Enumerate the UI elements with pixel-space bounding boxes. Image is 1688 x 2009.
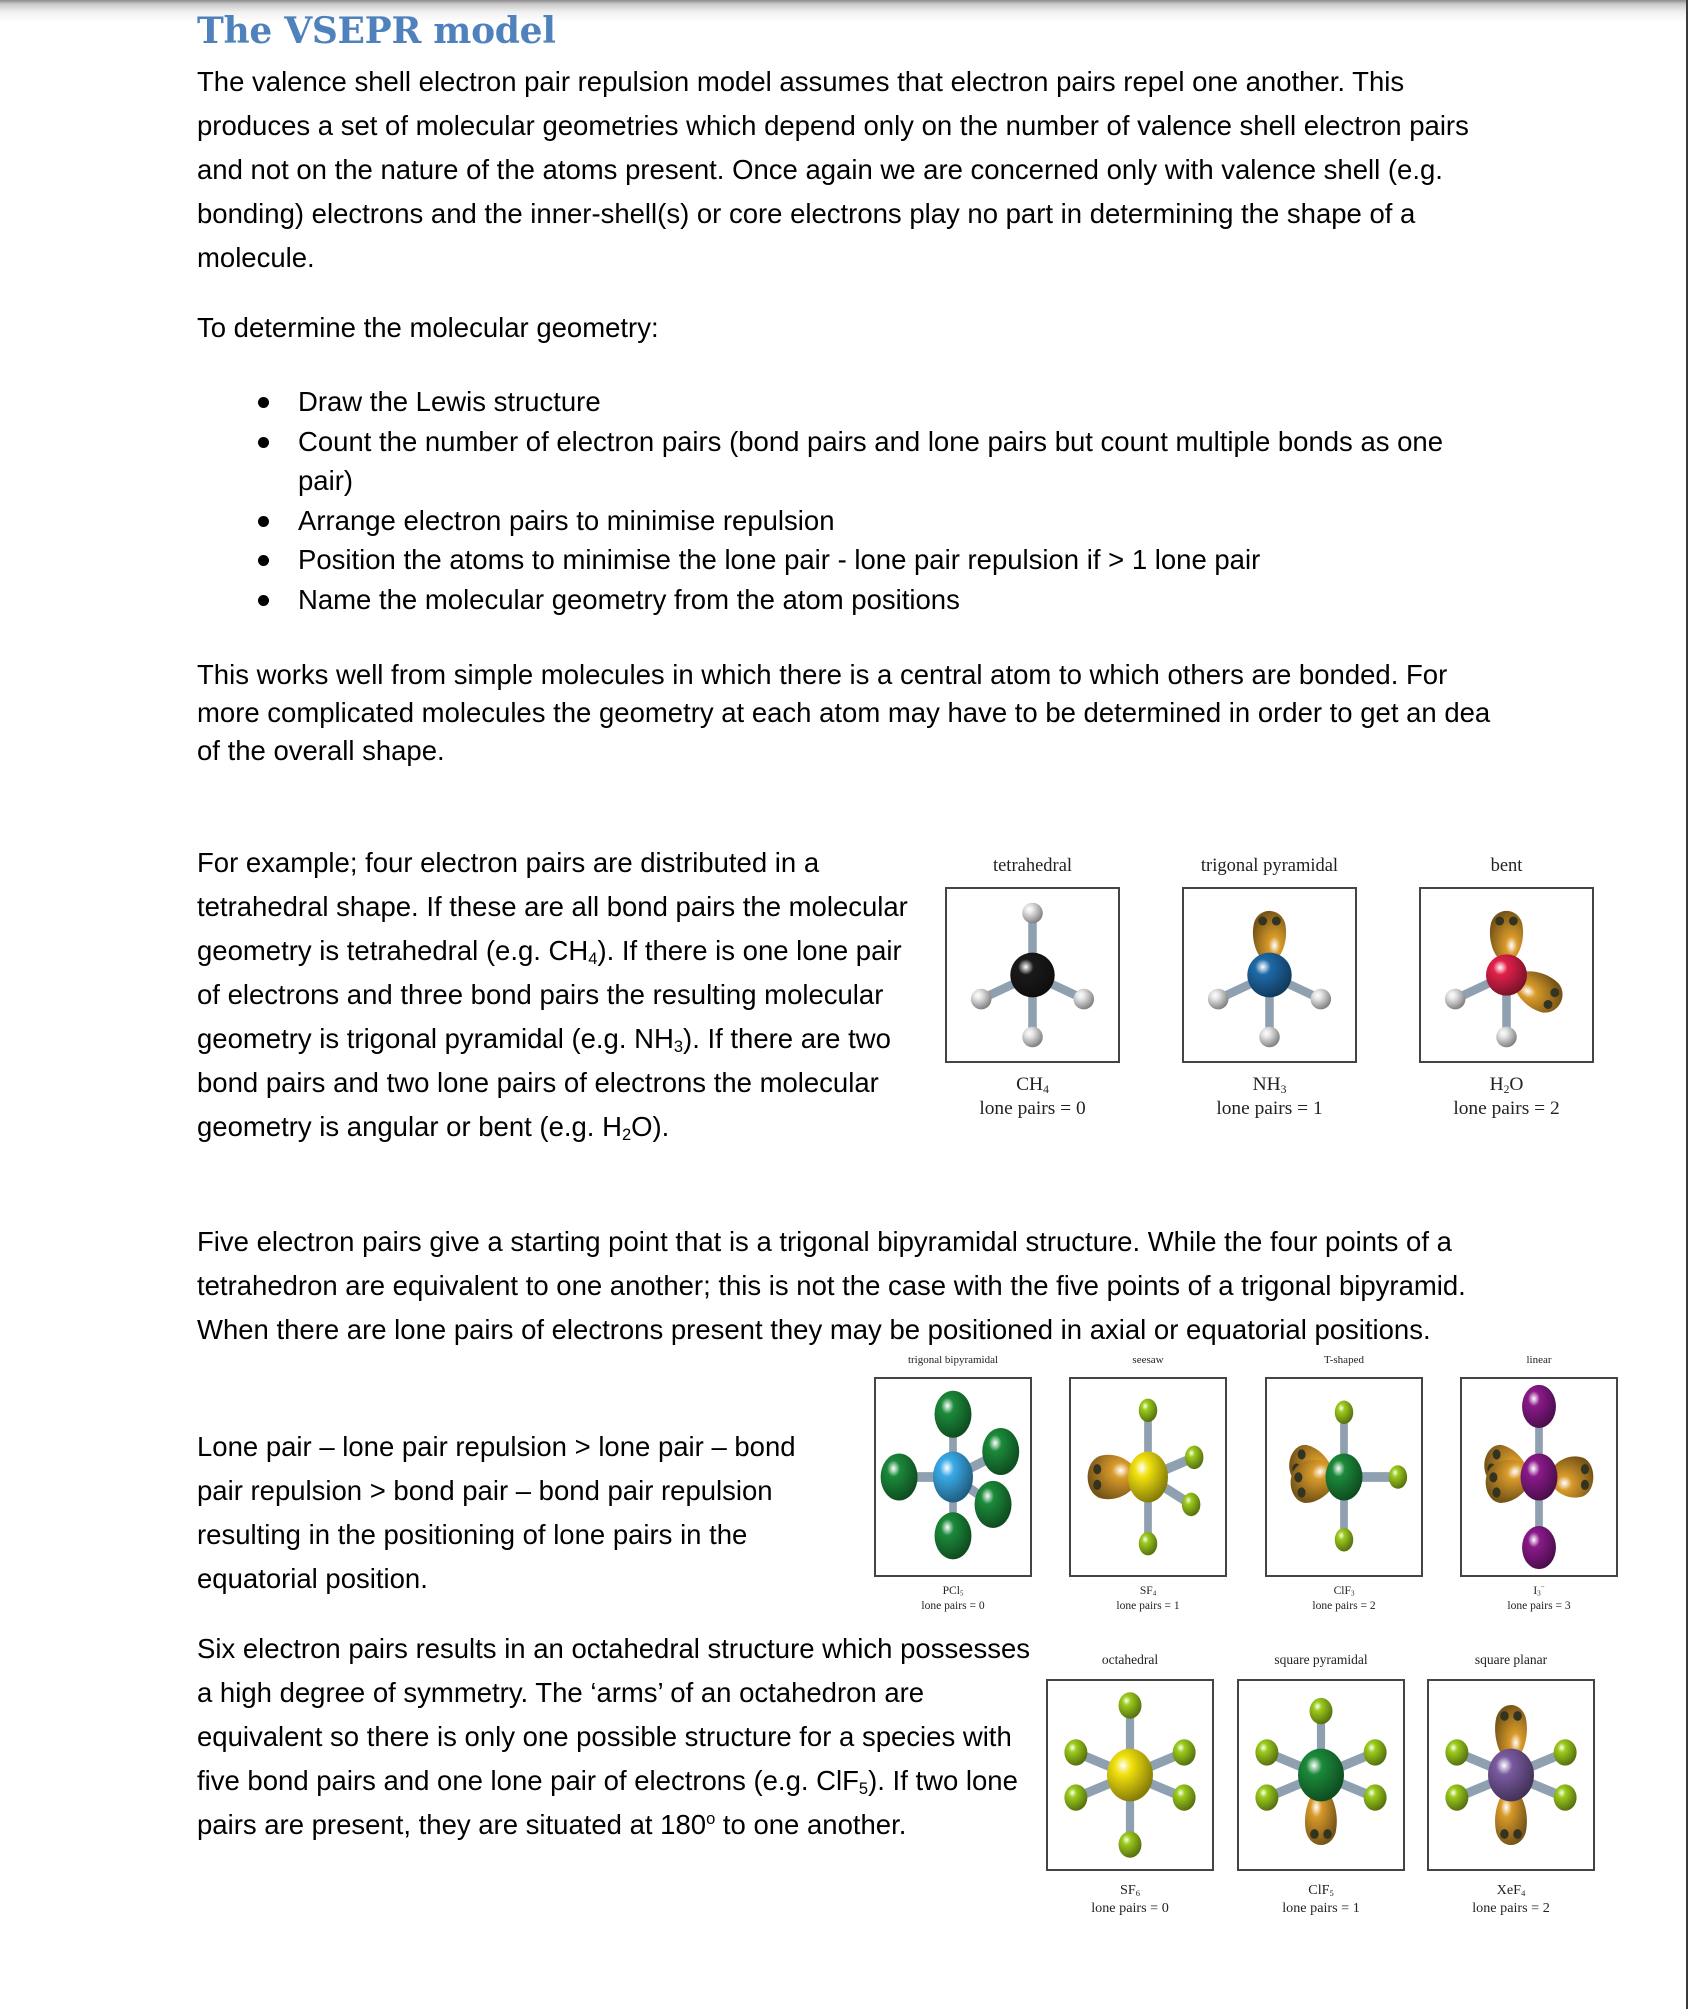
step-text: Count the number of electron pairs (bond pairs and lone pairs but count multiple bonds as one pair) [298, 425, 1444, 496]
chlorine-atom [975, 1481, 1012, 1528]
fluorine-atom [1335, 1528, 1353, 1552]
list-item [298, 422, 1498, 501]
molecule-model [1046, 1679, 1214, 1871]
list-item [298, 501, 1498, 541]
five-pairs-paragraph: Five electron pairs give a starting point that is a trigonal bipyramidal structure. While the four points of a tetrahedron are equivalent to one another; this is not the case with the five points of a trigonal bipyramid. When there are lone pairs of electrons present they may be positioned in axial or equatorial positions. [197, 1226, 1466, 1345]
list-item [298, 580, 1498, 620]
formula-label: $I_3^-$ [1533, 1584, 1545, 1598]
electron-dot [1500, 1829, 1509, 1839]
formula-label: ClF$_3$ [1333, 1585, 1355, 1598]
six-pairs-paragraph: Six electron pairs results in an octahedral structure which possesses a high degree of symmetry. The ‘arms’ of an octahedron are equivalent so there is only one possible structure for a species with five bond pairs and one lone pair of electrons (e.g. ClF$_5$). If two lone pairs are present, they are situated at 180$^o$ to one another. [197, 1633, 1031, 1840]
lone-pairs-count: lone pairs = 2 [1453, 1098, 1560, 1119]
molecule-model [1069, 1377, 1227, 1577]
iodine-atom [1522, 1385, 1556, 1428]
iodine-atom [1521, 1453, 1558, 1500]
fluorine-atom [1139, 1399, 1157, 1423]
formula-label: ClF$_5$ [1308, 1882, 1334, 1899]
lone-pairs-count: lone pairs = 0 [921, 1600, 985, 1612]
chlorine-atom [935, 1391, 972, 1438]
steps-heading: To determine the molecular geometry: [197, 312, 659, 343]
hydrogen-atom [1074, 989, 1095, 1010]
lone-pairs-count: lone pairs = 2 [1312, 1600, 1376, 1612]
chlorine-atom [935, 1512, 972, 1559]
molecule-model [1265, 1377, 1423, 1577]
electron-dot [1258, 917, 1267, 926]
formula-label: $SF_6$ [1120, 1882, 1140, 1899]
geometry-label: bent [1490, 856, 1523, 876]
bullet-icon [258, 595, 269, 606]
electron-dot [1323, 1829, 1332, 1839]
steps-list [298, 382, 1498, 619]
electron-dot [1093, 1480, 1101, 1490]
simple-molecules-paragraph: This works well from simple molecules in which there is a central atom to which others are bonded. For more complicated molecules the geometry at each atom may have to be determined in order to get an dea of the overall shape. [197, 659, 1491, 766]
lone-pairs-count: lone pairs = 2 [1472, 1900, 1550, 1916]
formula-label: PCl$_5$ [942, 1585, 964, 1598]
electron-dot [1495, 917, 1504, 926]
hydrogen-atom [1022, 903, 1043, 924]
electron-dot [1509, 917, 1518, 926]
hydrogen-atom [1445, 989, 1466, 1010]
fluorine-atom [1119, 1831, 1142, 1857]
fluorine-atom [1364, 1784, 1387, 1810]
geometry-label: square pyramidal [1274, 1652, 1368, 1667]
step-text: Arrange electron pairs to minimise repulsion [298, 504, 835, 536]
fluorine-atom [1255, 1739, 1278, 1765]
hydrogen-atom [1208, 989, 1229, 1010]
formula-label: $CH_4$ [1016, 1074, 1049, 1096]
fluorine-atom [1255, 1784, 1278, 1810]
fluorine-atom [1364, 1739, 1387, 1765]
chlorine-atom [881, 1453, 918, 1500]
chlorine-atom [1298, 1749, 1344, 1802]
fluorine-atom [1173, 1784, 1196, 1810]
geometry-label: T-shaped [1324, 1354, 1364, 1366]
chlorine-atom [982, 1428, 1019, 1475]
iodine-atom [1522, 1526, 1556, 1569]
hydrogen-atom [1259, 1027, 1280, 1048]
step-text: Draw the Lewis structure [298, 386, 601, 417]
geometry-label: linear [1526, 1354, 1552, 1366]
fluorine-atom [1139, 1532, 1157, 1556]
lone-pairs-count: lone pairs = 1 [1216, 1098, 1323, 1119]
formula-label: $SF_4$ [1139, 1585, 1157, 1598]
intro-paragraph: The valence shell electron pair repulsion model assumes that electron pairs repel one another. This produces a set of molecular geometries which depend only on the number of valence shell electron pairs and not on the nature of the atoms present. Once again we are concerned only with valence shell (e.g. bonding) electrons and the inner-shell(s) or core electrons play no part in determining the shape of a molecule. [197, 66, 1469, 273]
phosphorus-atom [933, 1452, 973, 1503]
formula-label: XeF$_4$ [1496, 1882, 1526, 1899]
carbon-atom [1010, 953, 1054, 998]
fluorine-atom [1182, 1493, 1200, 1517]
chlorine-atom [1326, 1453, 1363, 1500]
electron-dot [1310, 1829, 1319, 1839]
lone-pairs-count: lone pairs = 0 [979, 1098, 1086, 1119]
sulfur-atom [1128, 1452, 1168, 1503]
lone-pairs-count: lone pairs = 0 [1091, 1900, 1169, 1916]
electron-dot [1581, 1464, 1589, 1474]
list-item [298, 382, 1498, 422]
nitrogen-atom [1247, 953, 1291, 998]
bullet-icon [258, 437, 269, 448]
formula-label: $H_2O$ [1489, 1074, 1524, 1096]
electron-dot [1272, 917, 1281, 926]
bullet-icon [258, 516, 269, 527]
fluorine-atom [1064, 1739, 1087, 1765]
formula-label: $NH_3$ [1252, 1074, 1287, 1096]
fluorine-atom [1335, 1401, 1353, 1425]
fluorine-atom [1445, 1784, 1468, 1810]
bullet-icon [258, 555, 269, 566]
geometry-label: trigonal bipyramidal [907, 1354, 999, 1366]
fluorine-atom [1389, 1465, 1407, 1489]
lone-pairs-count: lone pairs = 3 [1507, 1600, 1571, 1612]
hydrogen-atom [1022, 1027, 1043, 1048]
molecule-model [1237, 1679, 1405, 1871]
electron-dot [1500, 1711, 1509, 1721]
geometry-label: trigonal pyramidal [1200, 856, 1339, 876]
geometry-label: square planar [1474, 1652, 1548, 1667]
electron-dot [1093, 1464, 1101, 1474]
lone-pairs-count: lone pairs = 1 [1282, 1900, 1360, 1916]
fluorine-atom [1310, 1698, 1333, 1724]
list-item [298, 540, 1498, 580]
geometry-label: seesaw [1132, 1354, 1164, 1366]
fluorine-atom [1064, 1784, 1087, 1810]
xenon-atom [1488, 1749, 1534, 1802]
molecule-model [1427, 1679, 1595, 1871]
molecule-model [1460, 1377, 1618, 1577]
fluorine-atom [1119, 1692, 1142, 1718]
hydrogen-atom [1311, 989, 1332, 1010]
fluorine-atom [1173, 1739, 1196, 1765]
fluorine-atom [1185, 1446, 1203, 1470]
repulsion-order-paragraph: Lone pair – lone pair repulsion > lone pair – bond pair repulsion > bond pair – bond pair repulsion resulting in the positioning of lone pairs in the equatorial position. [197, 1431, 796, 1594]
lone-pairs-count: lone pairs = 1 [1116, 1600, 1180, 1612]
geometry-label: tetrahedral [992, 856, 1073, 876]
molecule-model [945, 887, 1120, 1063]
hydrogen-atom [1496, 1027, 1517, 1048]
four-pairs-paragraph: For example; four electron pairs are distributed in a tetrahedral shape. If these are all bond pairs the molecular geometry is tetrahedral (e.g. $CH_4$). If there is one lone pair of electrons and three bond pairs the resulting molecular geometry is trigonal pyramidal (e.g. $NH_3$). If there are two bond pairs and two lone pairs of electrons the molecular geometry is angular or bent (e.g. $H_2O$). [197, 847, 908, 1145]
molecule-model [1182, 887, 1357, 1063]
molecule-model [874, 1377, 1032, 1577]
molecule-model [1419, 887, 1594, 1063]
step-text: Position the atoms to minimise the lone pair - lone pair repulsion if > 1 lone pair [298, 544, 1261, 575]
step-text: Name the molecular geometry from the atom positions [298, 583, 960, 615]
electron-dot [1581, 1480, 1589, 1490]
geometry-label: octahedral [1101, 1652, 1159, 1667]
hydrogen-atom [971, 989, 992, 1010]
bullet-icon [258, 397, 269, 408]
page-title: The VSEPR model [197, 10, 556, 52]
fluorine-atom [1554, 1784, 1577, 1810]
oxygen-atom [1486, 954, 1527, 995]
lone-pair-lobe [1490, 911, 1523, 962]
fluorine-atom [1445, 1739, 1468, 1765]
electron-dot [1513, 1829, 1522, 1839]
fluorine-atom [1554, 1739, 1577, 1765]
electron-dot [1513, 1711, 1522, 1721]
sulfur-atom [1107, 1749, 1153, 1802]
